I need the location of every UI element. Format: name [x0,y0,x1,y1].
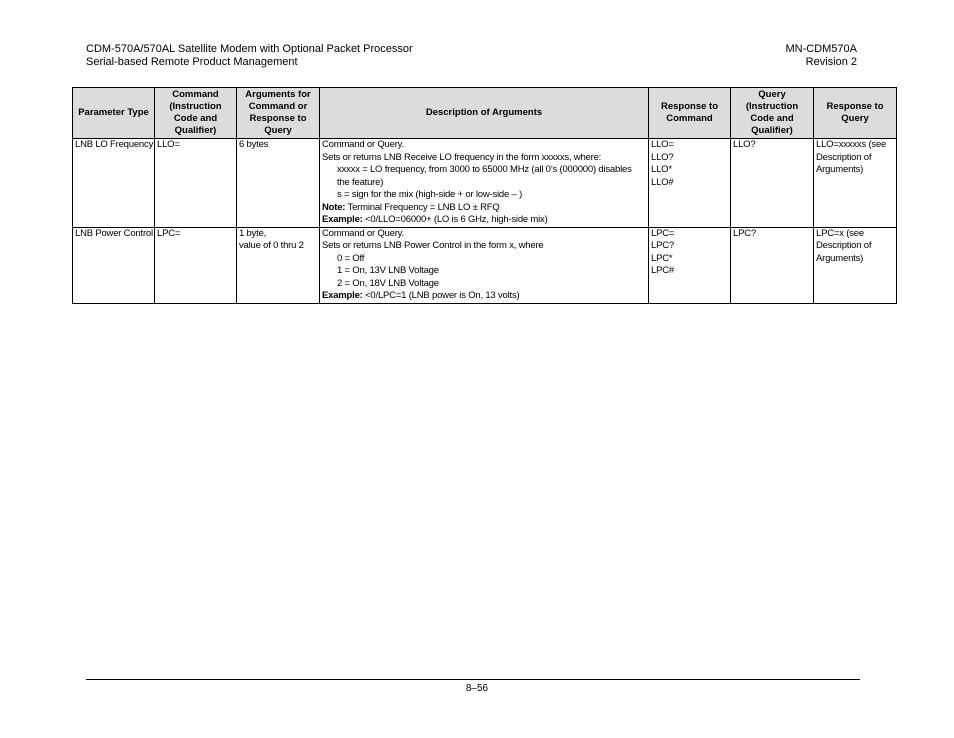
cell-description [320,139,649,228]
header-arguments: Arguments for Command or Response to Query [237,88,320,139]
header-response-to-query: Response to Query [814,88,897,139]
desc-line: s = sign for the mix (high-side + or low-side – ) [337,189,523,200]
header-command: Command (Instruction Code and Qualifier) [155,88,237,139]
desc-example [322,290,646,303]
cell-command: LPC= [155,227,237,303]
desc-note [322,202,646,215]
header-query: Query (Instruction Code and Qualifier) [731,88,814,139]
response-item: LLO* [651,164,672,175]
table-header-row [73,88,897,139]
desc-line: Sets or returns LNB Power Control in the form x, where [322,240,544,251]
note-label: Note: [322,201,346,213]
cell-response-to-query: LLO=xxxxxs (see Description of Arguments) [814,139,897,228]
table-row [73,139,897,228]
note-text: Terminal Frequency = LNB LO ± RFQ [345,201,500,213]
desc-option: 2 = On, 18V LNB Voltage [337,277,439,289]
response-item: LLO= [651,139,674,150]
desc-line: Command or Query. [322,227,404,239]
cell-arguments: 6 bytes [237,139,320,228]
cell-response-to-query: LPC=x (see Description of Arguments) [814,227,897,303]
cell-description [320,227,649,303]
response-item: LPC? [651,240,674,251]
response-item: LPC* [651,252,673,264]
header-right [785,43,857,69]
header-left [86,43,413,69]
cell-response-to-command [649,139,731,228]
cell-command: LLO= [155,139,237,228]
cell-parameter: LNB LO Frequency [73,139,155,228]
document-title: CDM-570A/570AL Satellite Modem with Optional Packet Processor [86,43,413,55]
desc-option: 1 = On, 13V LNB Voltage [337,265,439,276]
header-response-to-command: Response to Command [649,88,731,139]
document-revision: Revision 2 [805,56,857,68]
command-table [72,87,897,304]
cell-arguments [237,227,320,303]
desc-line: xxxxx = LO frequency, from 3000 to 65000 MHz (all 0’s (000000) disables the feature) [337,164,632,188]
document-subtitle: Serial-based Remote Product Management [86,56,298,68]
example-label: Example: [322,214,363,225]
example-label: Example: [322,290,363,301]
cell-parameter: LNB Power Control [73,227,155,303]
desc-line: Command or Query. [322,139,404,150]
example-text: <0/LLO=06000+ (LO is 6 GHz, high-side mix) [362,214,548,225]
response-item: LLO? [651,151,674,163]
response-item: LPC= [651,227,675,239]
cell-query: LPC? [731,227,814,303]
document-number: MN-CDM570A [785,43,857,55]
footer-divider [86,679,860,680]
arguments-line: 1 byte, [239,227,267,239]
arguments-line: value of 0 thru 2 [239,240,304,251]
desc-example [322,214,646,227]
page-number: 8–56 [465,683,489,694]
response-item: LPC# [651,265,674,276]
example-text: <0/LPC=1 (LNB power is On, 13 volts) [362,290,520,301]
desc-line: Sets or returns LNB Receive LO frequency in the form xxxxxs, where: [322,151,602,163]
desc-option: 0 = Off [337,252,365,264]
header-description: Description of Arguments [320,88,649,139]
response-item: LLO# [651,176,674,188]
cell-query: LLO? [731,139,814,228]
cell-response-to-command [649,227,731,303]
header-parameter-type: Parameter Type [73,88,155,139]
table-row [73,227,897,303]
